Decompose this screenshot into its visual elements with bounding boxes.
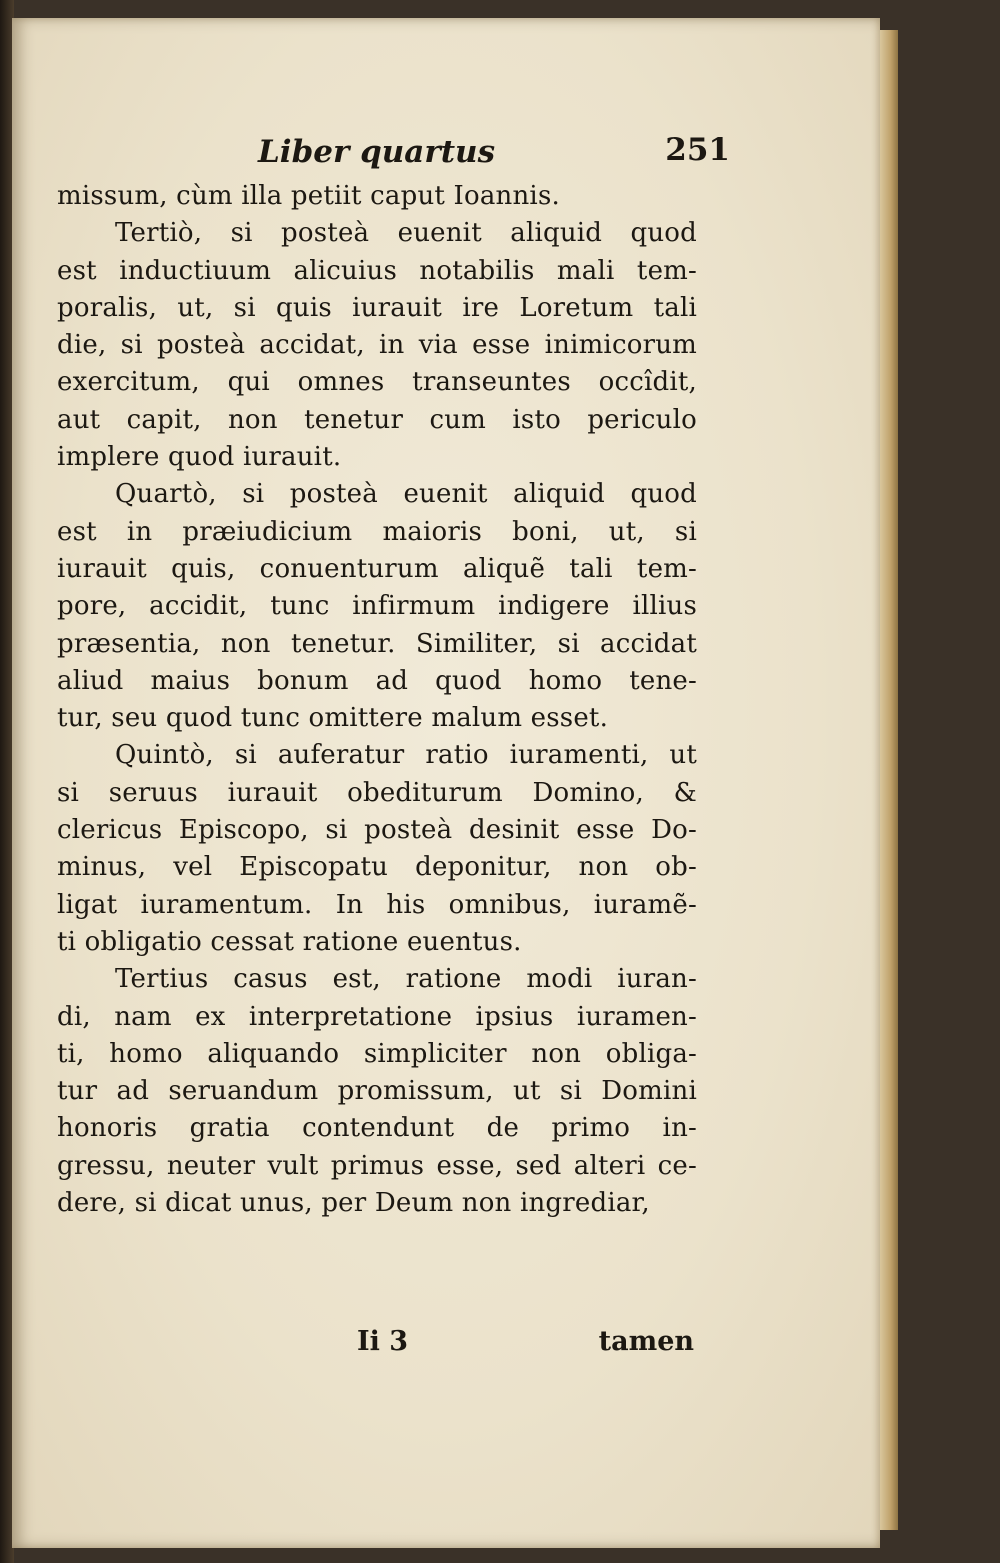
body-text	[57, 178, 697, 1222]
text-line: Quintò, si auferatur ratio iuramenti, ut	[115, 740, 697, 771]
text-line: exercitum, qui omnes transeuntes occîdit,	[57, 367, 697, 398]
text-line: die, si posteà accidat, in via esse inimicorum	[57, 330, 697, 361]
catchword: tamen	[598, 1326, 694, 1357]
text-line: si seruus iurauit obediturum Domino, &	[57, 777, 697, 808]
running-title: Liber quartus	[258, 134, 496, 170]
text-line: aliud maius bonum ad quod homo tene-	[57, 665, 697, 696]
text-line: ti obligatio cessat ratione euentus.	[57, 926, 522, 957]
text-line: minus, vel Episcopatu deponitur, non ob-	[57, 852, 697, 883]
text-line: gressu, neuter vult primus esse, sed alteri ce-	[57, 1150, 697, 1181]
text-line: ligat iuramentum. In his omnibus, iuramẽ-	[57, 889, 697, 920]
text-line: poralis, ut, si quis iurauit ire Loretum tali	[57, 292, 697, 323]
text-line: ti, homo aliquando simpliciter non obliga-	[57, 1038, 697, 1069]
signature-mark: Ii 3	[357, 1326, 409, 1357]
text-line: Quartò, si posteà euenit aliquid quod	[115, 479, 697, 510]
text-line: implere quod iurauit.	[57, 442, 342, 473]
text-line: honoris gratia contendunt de primo in-	[57, 1113, 697, 1144]
page-number: 251	[665, 132, 730, 168]
page-footer	[60, 1326, 700, 1366]
page-edge	[880, 30, 898, 1530]
text-line: præsentia, non tenetur. Similiter, si accidat	[57, 628, 697, 659]
text-line: di, nam ex interpretatione ipsius iuramen-	[57, 1001, 697, 1032]
text-line: tur ad seruandum promissum, ut si Domini	[57, 1076, 697, 1107]
text-line: aut capit, non tenetur cum isto periculo	[57, 404, 697, 435]
text-line: pore, accidit, tunc infirmum indigere illius	[57, 591, 697, 622]
text-line: iurauit quis, conuenturum aliquẽ tali tem-	[57, 553, 697, 584]
text-line: Tertiò, si posteà euenit aliquid quod	[115, 218, 697, 249]
text-line: est in præiudicium maioris boni, ut, si	[57, 516, 697, 547]
text-line: clericus Episcopo, si posteà desinit esse Do-	[57, 815, 697, 846]
text-line: est inductiuum alicuius notabilis mali tem-	[57, 255, 697, 286]
text-line: missum, cùm illa petiit caput Ioannis.	[57, 181, 560, 211]
text-line: Tertius casus est, ratione modi iuran-	[115, 964, 697, 995]
page-header	[60, 128, 730, 178]
text-line: tur, seu quod tunc omittere malum esset.	[57, 703, 609, 734]
text-line: dere, si dicat unus, per Deum non ingrediar,	[57, 1188, 650, 1219]
